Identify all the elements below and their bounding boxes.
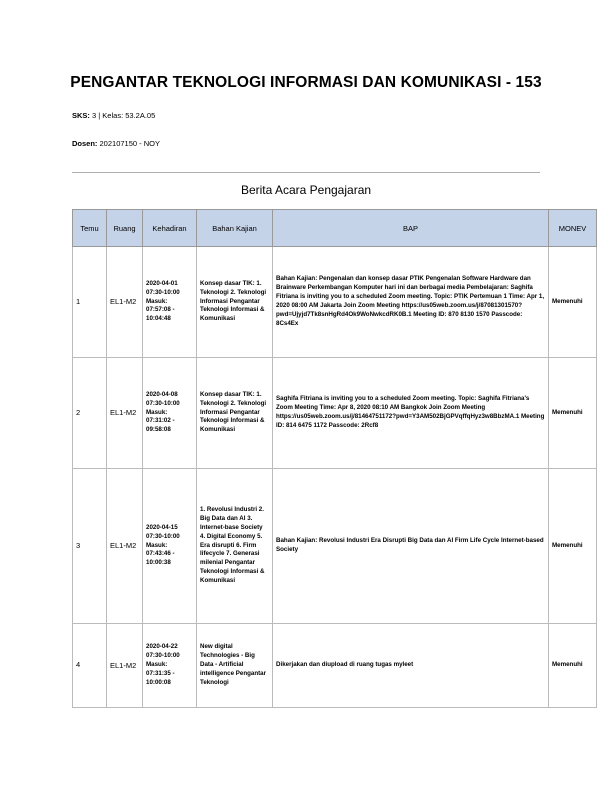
section-title: Berita Acara Pengajaran (240, 183, 372, 197)
dosen-info (72, 139, 160, 148)
header-temu: Temu (73, 210, 107, 247)
dosen-label: Dosen: (72, 139, 98, 148)
cell-temu: 4 (73, 624, 107, 708)
divider (72, 172, 540, 173)
cell-ruang: EL1-M2 (107, 247, 143, 358)
cell-monev: Memenuhi (549, 624, 597, 708)
sks-info (72, 111, 155, 120)
cell-ruang: EL1-M2 (107, 624, 143, 708)
table-row (73, 358, 597, 469)
sks-label: SKS: (72, 111, 90, 120)
cell-ruang: EL1-M2 (107, 358, 143, 469)
header-monev: MONEV (549, 210, 597, 247)
cell-bap: Bahan Kajian: Revolusi Industri Era Disrupti Big Data dan AI Firm Life Cycle Internet-based Society (273, 469, 549, 624)
cell-bahan-kajian: 1. Revolusi Industri 2. Big Data dan AI 3. Internet-base Society 4. Digital Economy 5. Era disrupti 6. Firm lifecycle 7. Generasi milenial Pengantar Teknologi Informasi & Komunikasi (197, 469, 273, 624)
header-bap: BAP (273, 210, 549, 247)
course-title: PENGANTAR TEKNOLOGI INFORMASI DAN KOMUNIKASI - 153 (70, 74, 542, 91)
cell-bahan-kajian: Konsep dasar TIK: 1. Teknologi 2. Teknologi Informasi Pengantar Teknologi Informasi & Komunikasi (197, 358, 273, 469)
cell-monev: Memenuhi (549, 358, 597, 469)
header-kehadiran: Kehadiran (143, 210, 197, 247)
table-row (73, 624, 597, 708)
cell-temu: 3 (73, 469, 107, 624)
cell-monev: Memenuhi (549, 247, 597, 358)
cell-kehadiran: 2020-04-08 07:30-10:00 Masuk: 07:31:02 - 09:58:08 (143, 358, 197, 469)
cell-bahan-kajian: Konsep dasar TIK: 1. Teknologi 2. Teknologi Informasi Pengantar Teknologi Informasi & Komunikasi (197, 247, 273, 358)
cell-kehadiran: 2020-04-01 07:30-10:00 Masuk: 07:57:08 - 10:04:48 (143, 247, 197, 358)
cell-monev: Memenuhi (549, 469, 597, 624)
cell-kehadiran: 2020-04-22 07:30-10:00 Masuk: 07:31:35 - 10:00:08 (143, 624, 197, 708)
header-ruang: Ruang (107, 210, 143, 247)
table-row (73, 247, 597, 358)
table-row (73, 469, 597, 624)
cell-ruang: EL1-M2 (107, 469, 143, 624)
cell-bap: Saghifa Fitriana is inviting you to a scheduled Zoom meeting. Topic: Saghifa Fitriana's Zoom Meeting Time: Apr 8, 2020 08:10 AM Bangkok Join Zoom Meeting https://us05web.zoom.us/j/81464751172?pwd=Y3AM502BjGPVqffqHyz3w8BbzMA.1 Meeting ID: 814 6475 1172 Passcode: 2Rcf8 (273, 358, 549, 469)
cell-bap: Bahan Kajian: Pengenalan dan konsep dasar PTIK Pengenalan Software Hardware dan Brainware Perkembangan Komputer hari ini dan berbagai media Pembelajaran: Saghifa Fitriana is inviting you to a scheduled Zoom meeting. Topic: PTIK Pertemuan 1 Time: Apr 1, 2020 08:00 AM Jakarta Join Zoom Meeting https://us05web.zoom.us/j/87081301570?pwd=Ujyjd7Tk8snHgRd4Ok9WoNwkcdRK0B.1 Meeting ID: 870 8130 1570 Passcode: 8Cs4Ex (273, 247, 549, 358)
header-bahan-kajian: Bahan Kajian (197, 210, 273, 247)
bap-table (72, 209, 597, 708)
sks-value: 3 | Kelas: 53.2A.05 (92, 111, 156, 120)
cell-bahan-kajian: New digital Technologies - Big Data - Artificial intelligence Pengantar Teknologi (197, 624, 273, 708)
cell-bap: Dikerjakan dan diupload di ruang tugas myleet (273, 624, 549, 708)
dosen-value: 202107150 - NOY (99, 139, 160, 148)
cell-temu: 1 (73, 247, 107, 358)
cell-temu: 2 (73, 358, 107, 469)
table-header-row (73, 210, 597, 247)
cell-kehadiran: 2020-04-15 07:30-10:00 Masuk: 07:43:46 - 10:00:38 (143, 469, 197, 624)
